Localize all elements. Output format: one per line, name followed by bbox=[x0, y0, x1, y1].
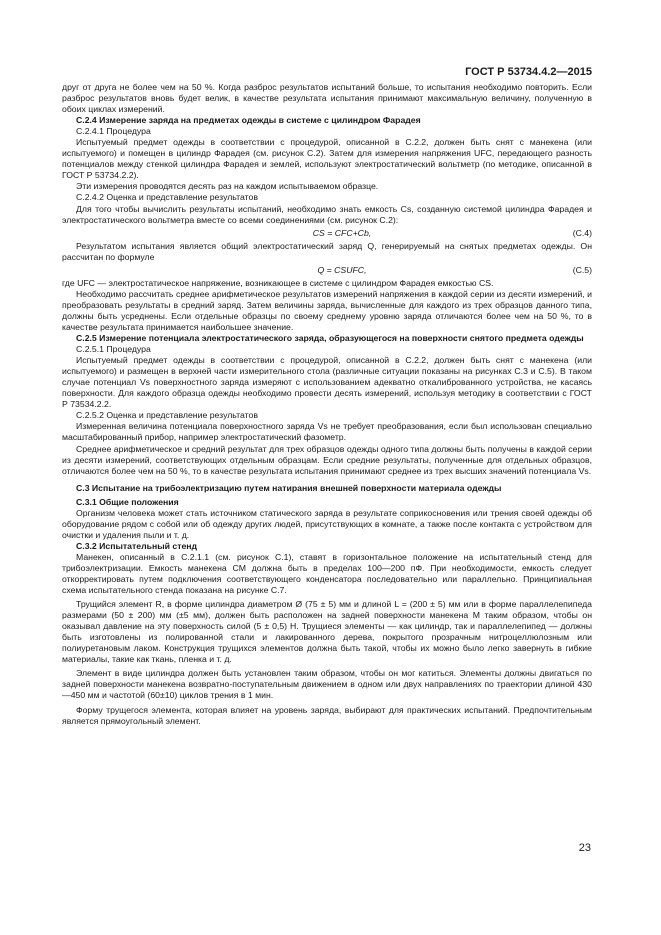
paragraph: Необходимо рассчитать среднее арифметическое результатов измерений напряжения в каждой серии из десяти измерений, и преобразовать результаты в средний заряд. Затем величины заряда, вычисленные для каждого из трех образцов данного типа, должны быть усреднены. Если отдельные образцы по своему среднему уровню заряда отличаются более чем на 50 %, то в качестве результата принимается наибольшее значение. bbox=[62, 288, 592, 332]
paragraph: Форму трущегося элемента, которая влияет на уровень заряда, выбирают для практических испытаний. Предпочтительным является прямоугольный элемент. bbox=[62, 704, 592, 726]
paragraph: Организм человека может стать источником статического заряда в результате соприкосновения или трения своей одежды об оборудование рядом с собой или об одежду других людей, присутствующих в комнате, а также после контакта с устройством для очистки и удаления пыли и т. д. bbox=[62, 507, 592, 540]
paragraph: Элемент в виде цилиндра должен быть установлен таким образом, чтобы он мог катиться. Элементы должны двигаться по задней поверхности манекена возвратно-поступательным движением в одном или двух направлениях по траектории длиной 430—450 мм и частотой (60±10) циклов трения в 1 мин. bbox=[62, 668, 592, 701]
equation-number: (С.4) bbox=[572, 227, 592, 238]
section-heading: С.2.5 Измерение потенциала электростатического заряда, образующегося на поверхности снятого предмета одежды bbox=[76, 333, 584, 344]
equation-formula: Q = CSUFC, bbox=[317, 264, 367, 275]
section-heading: С.3 Испытание на трибоэлектризацию путем натирания внешней поверхности материала одежды bbox=[76, 482, 502, 493]
paragraph: Эти измерения проводятся десять раз на каждом испытываемом образце. bbox=[76, 181, 379, 192]
equation-formula: CS = CFC+Cb, bbox=[312, 227, 372, 238]
subsection-heading: С.2.5.1 Процедура bbox=[76, 344, 151, 355]
section-heading: С.3.2 Испытательный стенд bbox=[76, 540, 198, 551]
paragraph: Манекен, описанный в С.2.1.1 (см. рисунок С.1), ставят в горизонтальное положение на испытательный стенд для трибоэлектризации. Емкость манекена CM должна быть в пределах 100—200 пФ. При необходимости, емкость следует откорректировать путем подключения соответствующего конденсатора последовательно или параллельно. Принципиальная схема испытательного стенда показана на рисунке С.7. bbox=[62, 551, 592, 596]
equation-c5 bbox=[62, 265, 592, 276]
paragraph: Результатом испытания является общий электростатический заряд Q, генерируемый на снятых предметах одежды. Он рассчитан по формуле bbox=[62, 240, 592, 262]
paragraph: Испытуемый предмет одежды в соответствии с процедурой, описанной в С.2.2, должен быть снят с манекена (или испытуемого) и помещен в цилиндр Фарадея (см. рисунок С.2). Затем для измерения напряжения UFC, передающего разность потенциалов между стенкой цилиндра Фарадея и землей, используют электростатический вольтметр (по методике, описанной в ГОСТ Р 53734.2.2). bbox=[62, 137, 592, 181]
section-heading: С.2.4 Измерение заряда на предметах одежды в системе с цилиндром Фарадея bbox=[76, 115, 421, 126]
document-header: ГОСТ Р 53734.4.2—2015 bbox=[465, 66, 592, 78]
page-number: 23 bbox=[578, 842, 591, 854]
subsection-heading: С.2.4.1 Процедура bbox=[76, 126, 151, 137]
paragraph: Для того чтобы вычислить результаты испытаний, необходимо знать емкость Cs, созданную системой цилиндра Фарадея и электростатического вольтметра вместе со всеми соединениями (см. рисунок С.2): bbox=[62, 203, 592, 225]
paragraph: Испытуемый предмет одежды в соответствии с процедурой, описанной в С.2.2, должен быть снят с манекена (или испытуемого) и размещен в верхней части измерительного стола (различные ситуации показаны на рисунках С.3 и С.5). В таком случае потенциал Vs поверхностного заряда измеряют с использованием адекватно откалиброванного устройства, не касаясь поверхности. Для каждого образца одежды необходимо провести десять измерений, используя методику в соответствии с ГОСТ Р 73534.2.2. bbox=[62, 355, 592, 410]
section-heading: С.3.1 Общие положения bbox=[76, 496, 179, 507]
subsection-heading: С.2.5.2 Оценка и представление результатов bbox=[76, 410, 258, 421]
paragraph: Трущийся элемент R, в форме цилиндра диаметром Ø (75 ± 5) мм и длиной L = (200 ± 5) мм или в форме параллелепипеда размерами (50 ± 200) мм (±5 мм), должен быть расположен на задней поверхности манекена М таким образом, чтобы он оказывал давление на эту поверхность силой (5 ± 0,5) Н. Трущиеся элементы — как цилиндр, так и параллелепипед — должны быть изготовлены из полированной стали и лакированного дерева, покрытого прозрачным нитроцеллюлозным или полиуретановым лаком. Конструкция трущихся элементов должна быть такой, чтобы их можно было легко завернуть в гибкие материалы, такие как ткань, пленка и т. д. bbox=[62, 599, 592, 665]
equation-c4 bbox=[62, 228, 592, 239]
subsection-heading: С.2.4.2 Оценка и представление результатов bbox=[76, 192, 258, 203]
paragraph: где UFC — электростатическое напряжение, возникающее в системе с цилиндром Фарадея емкостью CS. bbox=[62, 277, 494, 288]
document-body bbox=[62, 82, 592, 727]
paragraph: друг от друга не более чем на 50 %. Когда разброс результатов испытаний больше, то испытания необходимо повторить. Если разброс результатов вновь будет велик, в качестве результата испытания принимают максимальную величину, полученную в обоих циклах измерений. bbox=[62, 82, 592, 115]
paragraph: Среднее арифметическое и средний результат для трех образцов одежды одного типа должны быть получены в каждой серии из десяти измерений, соответствующих отдельным образцам. Если средние результаты, полученные для отдельных образцов, отличаются более чем на 50 %, то в качестве результата испытания принимают среднее из трех высших значений потенциала Vs. bbox=[62, 443, 592, 476]
equation-number: (С.5) bbox=[572, 264, 592, 275]
paragraph: Измеренная величина потенциала поверхностного заряда Vs не требует преобразования, если был использован специально масштабированный прибор, например электростатический фазометр. bbox=[62, 421, 592, 443]
